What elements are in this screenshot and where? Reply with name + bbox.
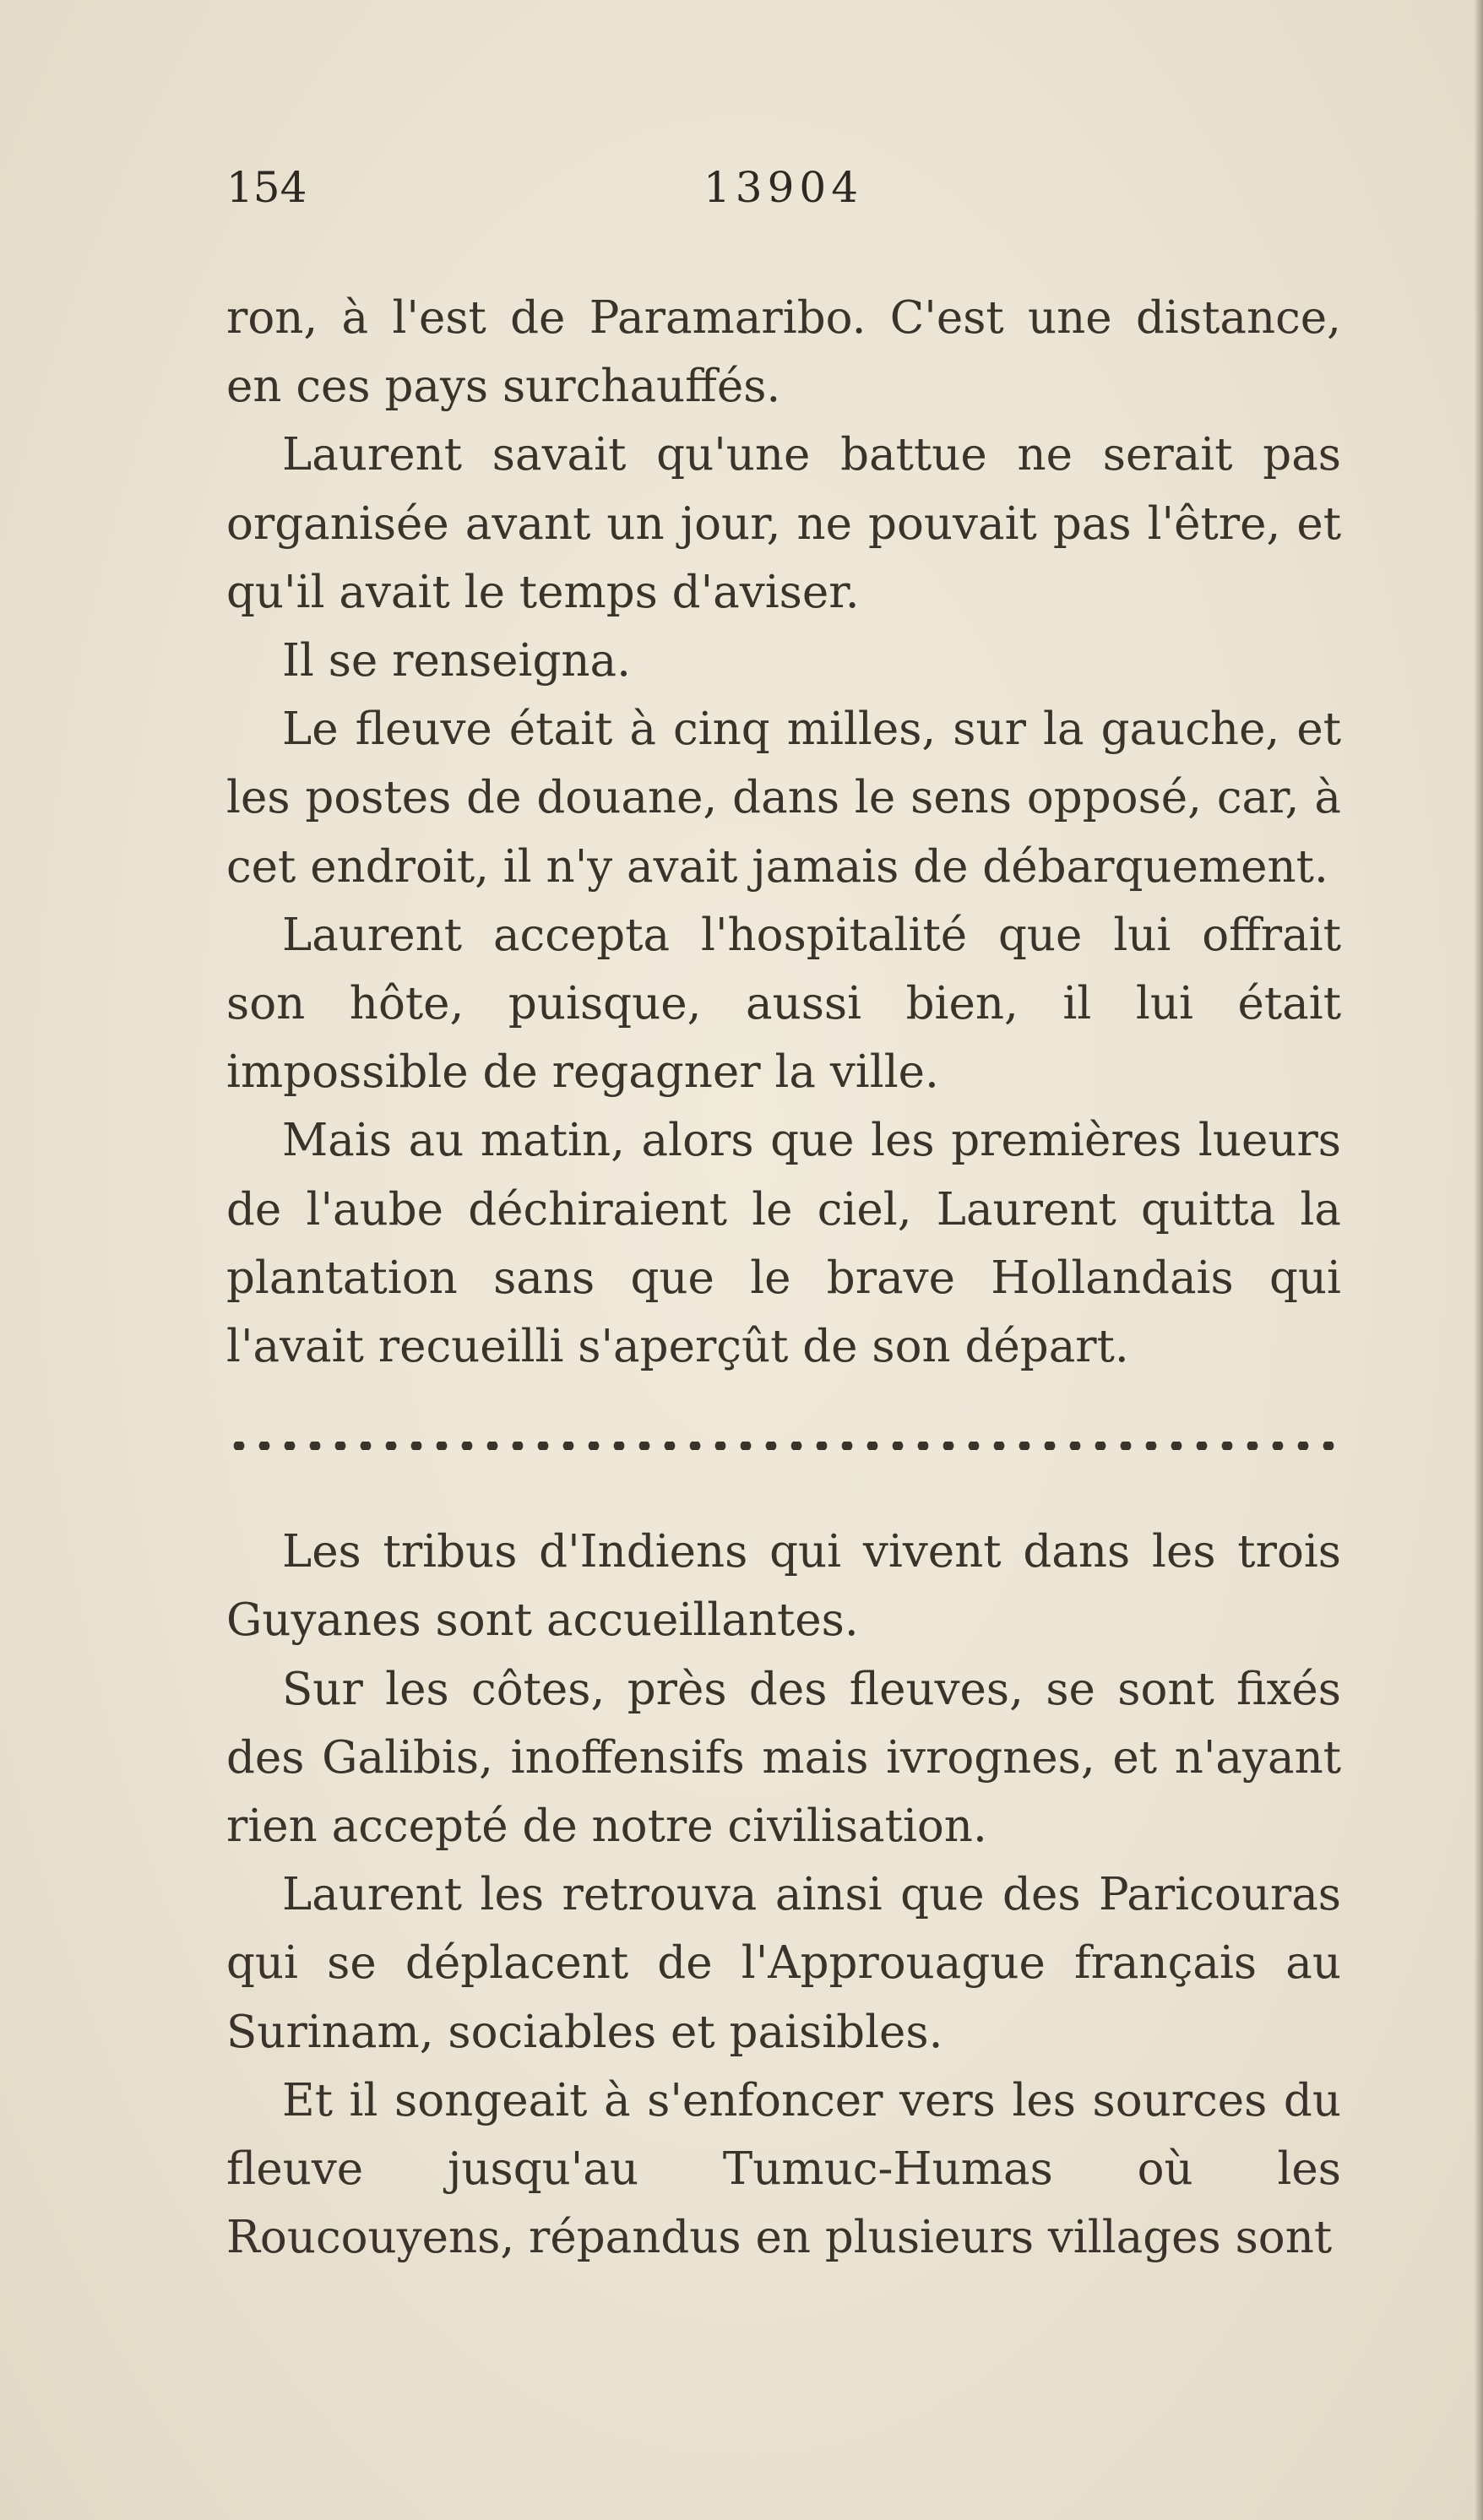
paragraph: Et il songeait à s'enfoncer vers les sources du fleuve jusqu'au Tumuc-Humas où les Roucouyens, répandus en plusieurs villages sont — [226, 2074, 1341, 2264]
paragraph: ron, à l'est de Paramaribo. C'est une distance, en ces pays surchauffés. — [226, 292, 1341, 413]
paragraph: Laurent les retrouva ainsi que des Paricouras qui se déplacent de l'Approuague français au Surinam, sociables et paisibles. — [226, 1869, 1341, 2058]
page-edge — [1475, 0, 1483, 2520]
paragraph: Laurent savait qu'une battue ne serait pas organisée avant un jour, ne pouvait pas l'être, et qu'il avait le temps d'aviser. — [226, 429, 1341, 618]
paragraph: Le fleuve était à cinq milles, sur la gauche, et les postes de douane, dans le sens opposé, car, à cet endroit, il n'y avait jamais de débarquement. — [226, 703, 1341, 893]
paragraph: Mais au matin, alors que les premières lueurs de l'aube déchiraient le ciel, Laurent quitta la plantation sans que le brave Hollandais qui l'avait recueilli s'aperçût de son départ. — [226, 1115, 1341, 1373]
page-header — [226, 154, 1324, 221]
paragraph: Les tribus d'Indiens qui vivent dans les trois Guyanes sont accueillantes. — [226, 1526, 1341, 1647]
paragraph: Sur les côtes, près des fleuves, se sont fixés des Galibis, inoffensifs mais ivrognes, et n'ayant rien accepté de notre civilisation. — [226, 1663, 1341, 1853]
body-text — [226, 284, 1341, 2272]
dotted-line — [226, 1442, 1341, 1450]
section-separator — [226, 1381, 1341, 1518]
page-number: 154 — [226, 163, 307, 212]
paragraph: Laurent accepta l'hospitalité que lui offrait son hôte, puisque, aussi bien, il lui était impossible de regagner la ville. — [226, 909, 1341, 1099]
running-head: 13904 — [703, 163, 864, 212]
paragraph: Il se renseigna. — [282, 635, 632, 687]
